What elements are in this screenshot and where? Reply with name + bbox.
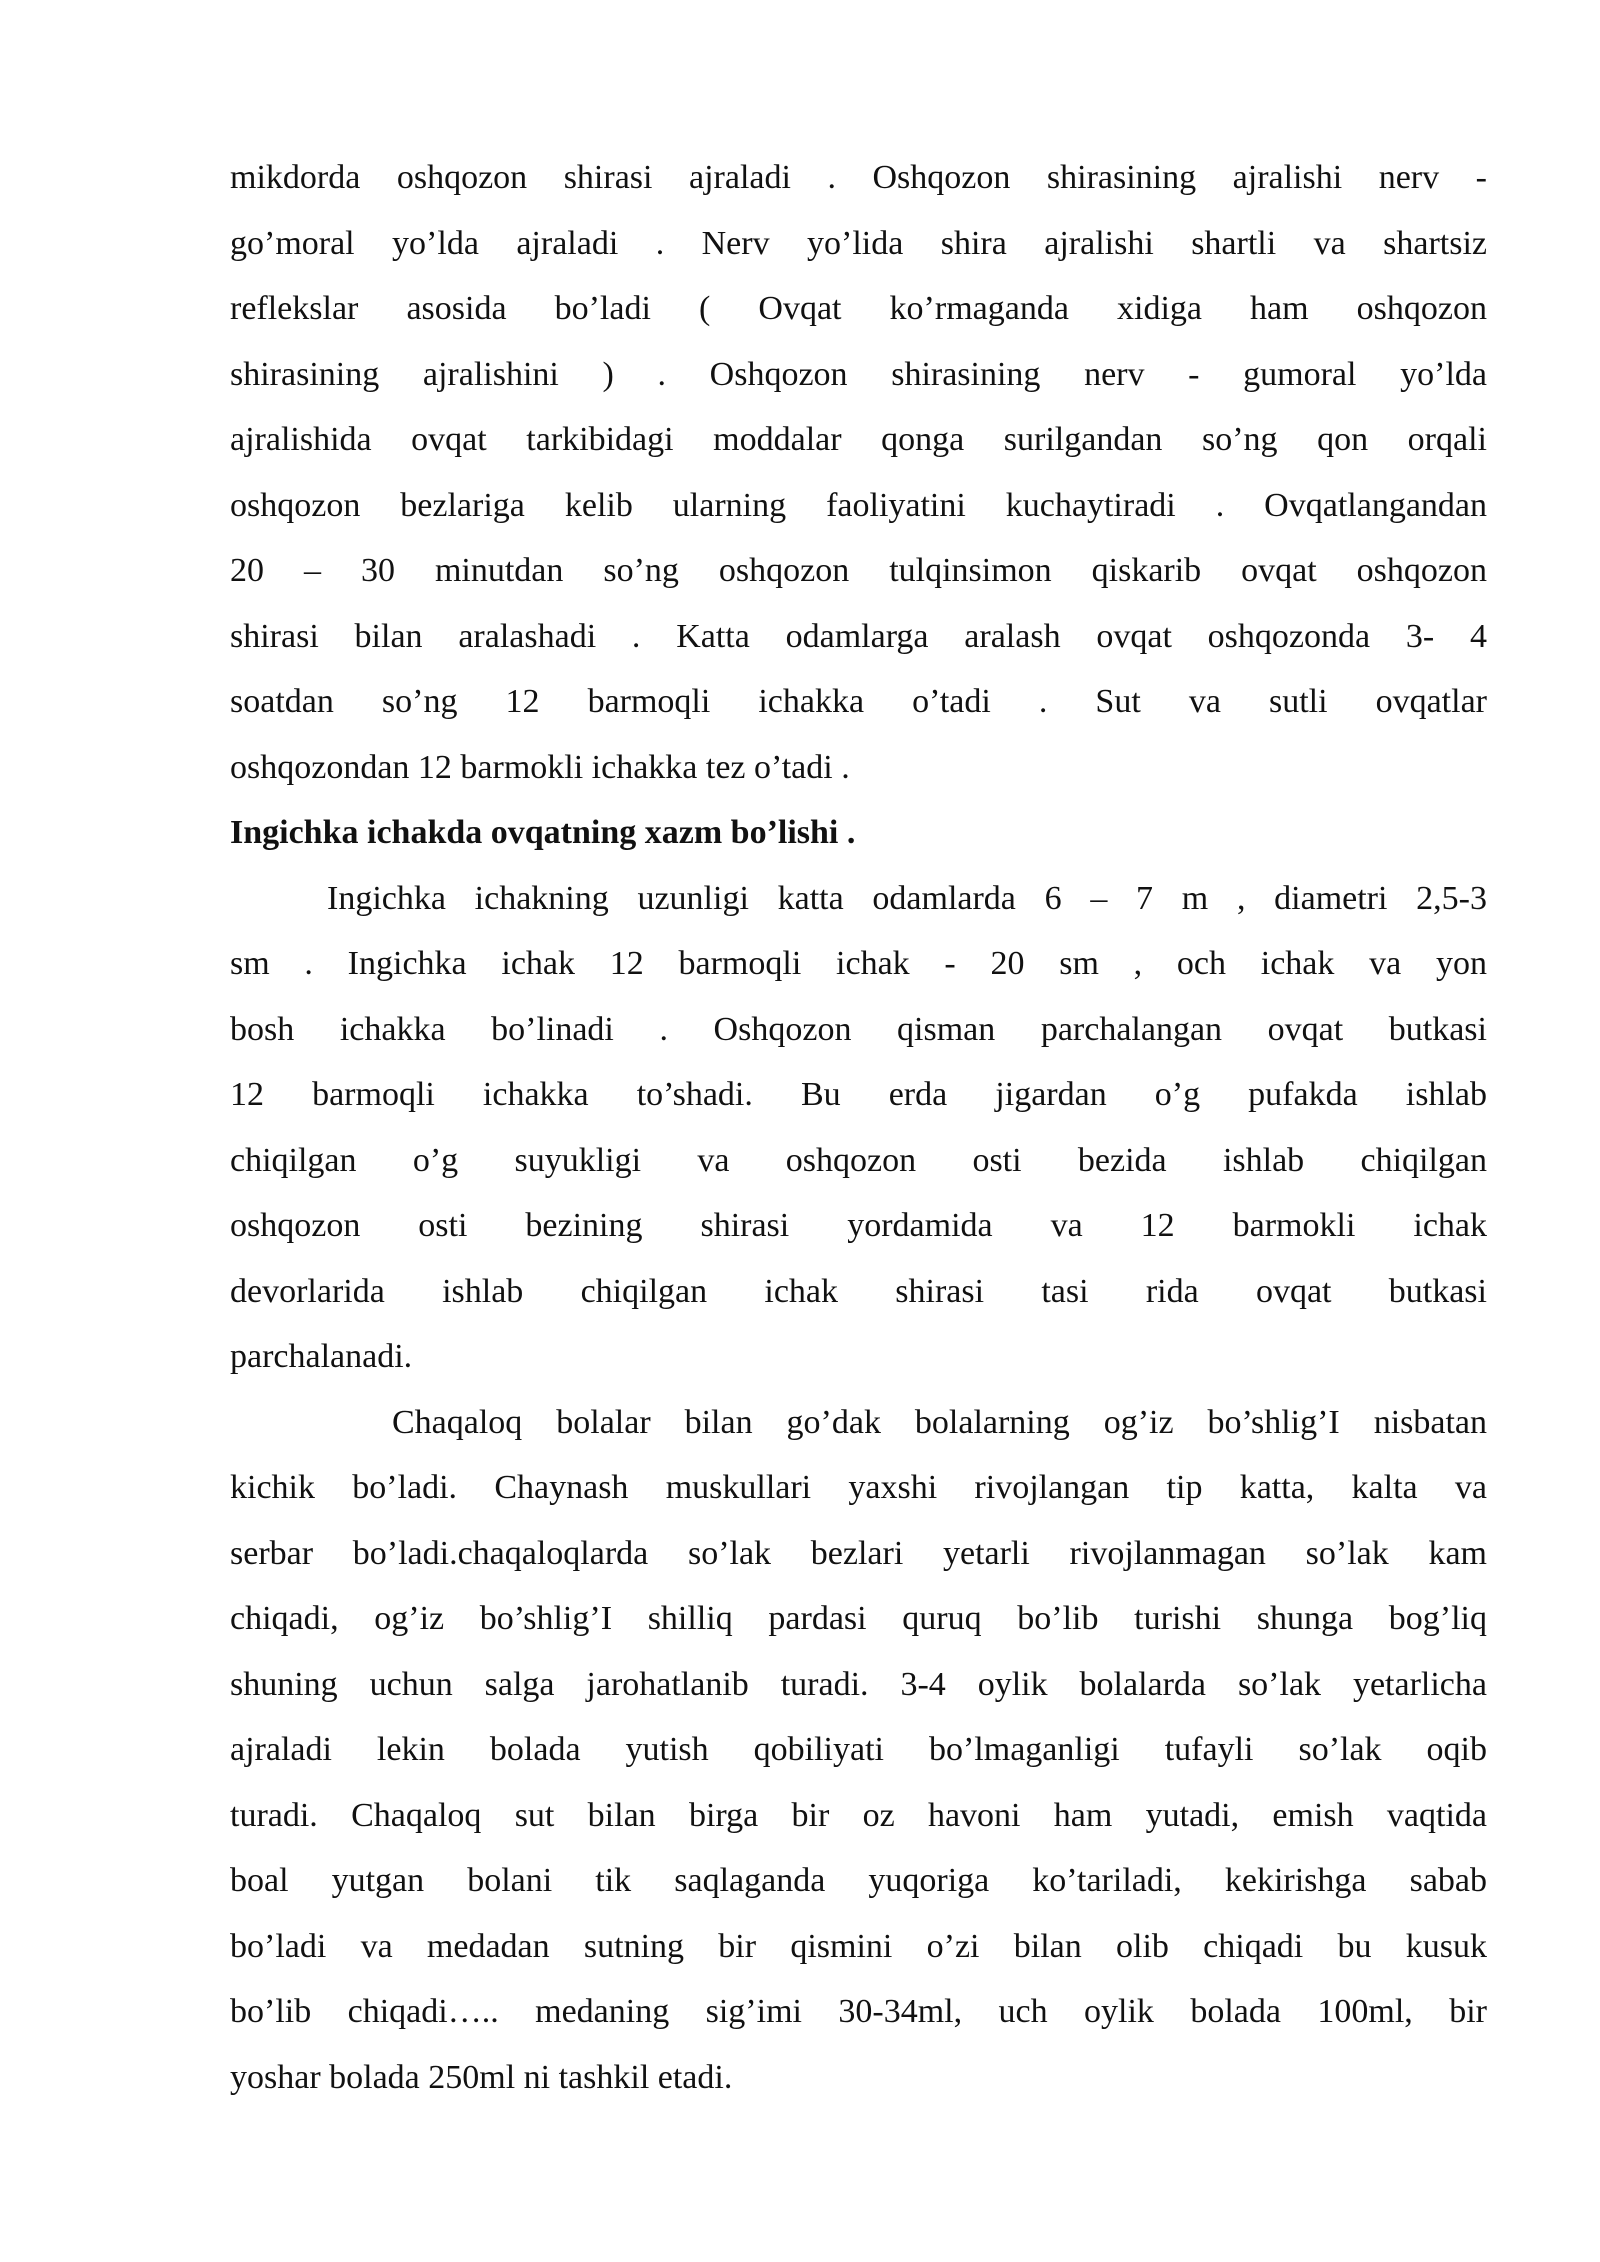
text-line: Ingichka ichakning uzunligi katta odamlarda 6 – 7 m , diametri 2,5-3 bbox=[327, 879, 1487, 917]
text-line: chiqilgan o’g suyukligi va oshqozon osti bezida ishlab chiqilgan bbox=[230, 1141, 1487, 1179]
paragraph-stomach-juice bbox=[230, 145, 1487, 800]
text-line: bo’ladi va medadan sutning bir qismini o’zi bilan olib chiqadi bu kusuk bbox=[230, 1927, 1487, 1965]
text-line: Chaqaloq bolalar bilan go’dak bolalarning og’iz bo’shlig’I nisbatan bbox=[392, 1403, 1487, 1441]
text-line: turadi. Chaqaloq sut bilan birga bir oz havoni ham yutadi, emish vaqtida bbox=[230, 1796, 1487, 1834]
text-line: shirasining ajralishini ) . Oshqozon shirasining nerv - gumoral yo’lda bbox=[230, 355, 1487, 393]
text-line: oshqozon osti bezining shirasi yordamida va 12 barmokli ichak bbox=[230, 1207, 1487, 1244]
text-line: kichik bo’ladi. Chaynash muskullari yaxshi rivojlangan tip katta, kalta va bbox=[230, 1469, 1487, 1506]
text-line: oshqozondan 12 barmokli ichakka tez o’tadi . bbox=[230, 748, 850, 786]
text-line: chiqadi, og’iz bo’shlig’I shilliq pardasi quruq bo’lib turishi shunga bog’liq bbox=[230, 1600, 1487, 1637]
text-line: soatdan so’ng 12 barmoqli ichakka o’tadi . Sut va sutli ovqatlar bbox=[230, 683, 1487, 720]
text-line: mikdorda oshqozon shirasi ajraladi . Oshqozon shirasining ajralishi nerv - bbox=[230, 159, 1487, 196]
text-line: bo’lib chiqadi….. medaning sig’imi 30-34ml, uch oylik bolada 100ml, bir bbox=[230, 1993, 1487, 2030]
text-line: bosh ichakka bo’linadi . Oshqozon qisman parchalangan ovqat butkasi bbox=[230, 1010, 1487, 1048]
text-line: ajraladi lekin bolada yutish qobiliyati bo’lmaganligi tufayli so’lak oqib bbox=[230, 1731, 1487, 1768]
text-line: 12 barmoqli ichakka to’shadi. Bu erda jigardan o’g pufakda ishlab bbox=[230, 1076, 1487, 1113]
text-line: parchalanadi. bbox=[230, 1338, 413, 1375]
document-page bbox=[230, 145, 1487, 2110]
text-line: yoshar bolada 250ml ni tashkil etadi. bbox=[230, 2058, 733, 2096]
paragraph-infants bbox=[230, 1390, 1487, 2111]
text-line: shuning uchun salga jarohatlanib turadi. 3-4 oylik bolalarda so’lak yetarlicha bbox=[230, 1665, 1487, 1703]
text-line: go’moral yo’lda ajraladi . Nerv yo’lida shira ajralishi shartli va shartsiz bbox=[230, 224, 1487, 262]
text-line: reflekslar asosida bo’ladi ( Ovqat ko’rmaganda xidiga ham oshqozon bbox=[230, 290, 1487, 327]
text-line: 20 – 30 minutdan so’ng oshqozon tulqinsimon qiskarib ovqat oshqozon bbox=[230, 552, 1487, 589]
text-line: ajralishida ovqat tarkibidagi moddalar qonga surilgandan so’ng qon orqali bbox=[230, 421, 1487, 458]
text-line: devorlarida ishlab chiqilgan ichak shirasi tasi rida ovqat butkasi bbox=[230, 1272, 1487, 1310]
text-line: shirasi bilan aralashadi . Katta odamlarga aralash ovqat oshqozonda 3- 4 bbox=[230, 617, 1487, 655]
section-heading: Ingichka ichakda ovqatning xazm bo’lishi . bbox=[230, 814, 856, 851]
paragraph-small-intestine bbox=[230, 866, 1487, 1390]
text-line: sm . Ingichka ichak 12 barmoqli ichak - 20 sm , och ichak va yon bbox=[230, 945, 1487, 982]
text-line: serbar bo’ladi.chaqaloqlarda so’lak bezlari yetarli rivojlanmagan so’lak kam bbox=[230, 1534, 1487, 1572]
text-line: oshqozon bezlariga kelib ularning faoliyatini kuchaytiradi . Ovqatlangandan bbox=[230, 486, 1487, 524]
text-line: boal yutgan bolani tik saqlaganda yuqoriga ko’tariladi, kekirishga sabab bbox=[230, 1862, 1487, 1899]
